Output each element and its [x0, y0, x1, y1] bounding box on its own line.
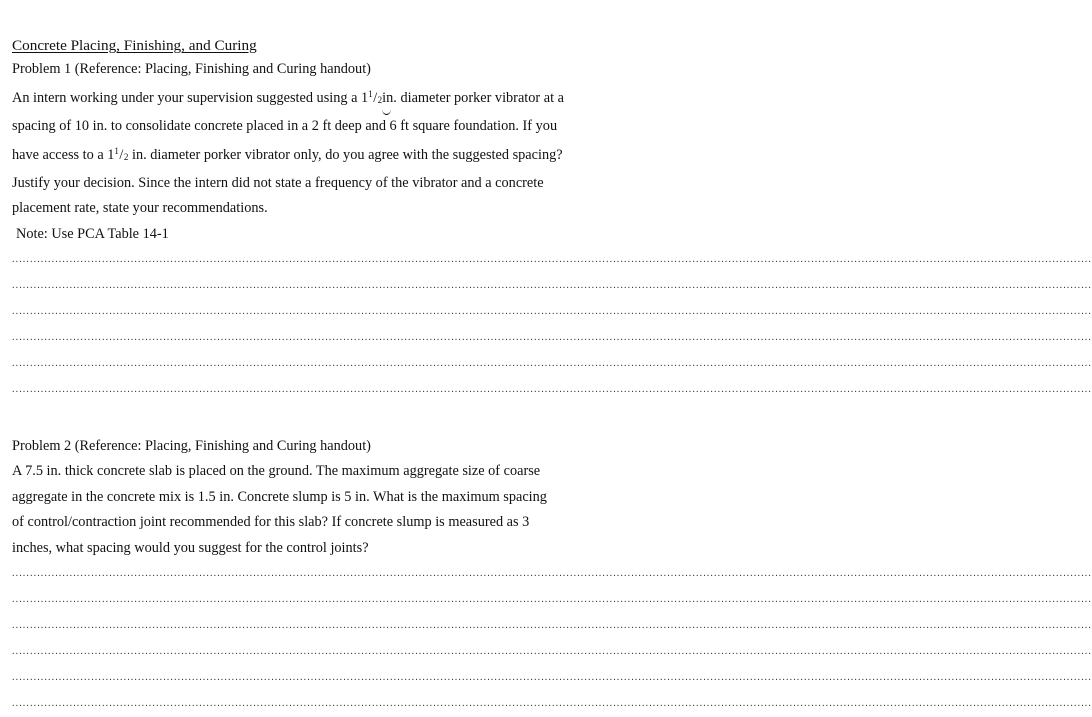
- fraction-one-half: [368, 90, 382, 106]
- answer-line: ............................................................................................................................................................................................................................................................................................................: [12, 384, 1092, 395]
- problem-1-line-4: Justify your decision. Since the intern did not state a frequency of the vibrator and a concrete: [12, 174, 544, 191]
- answer-line: ............................................................................................................................................................................................................................................................................................................: [12, 646, 1092, 657]
- fraction-denominator: 2: [377, 95, 383, 105]
- line-text: An intern working under your supervision suggested using a 1: [12, 90, 369, 106]
- problem-2-line-1: A 7.5 in. thick concrete slab is placed on the ground. The maximum aggregate size of coarse: [12, 463, 541, 479]
- problem-2: [12, 433, 1092, 717]
- problem-1-line-3: [12, 139, 588, 171]
- answer-area-1[interactable]: [12, 247, 1092, 403]
- answer-line: ............................................................................................................................................................................................................................................................................................................: [12, 672, 1092, 683]
- fraction-numerator: 1: [114, 146, 119, 156]
- answer-line: ............................................................................................................................................................................................................................................................................................................: [12, 332, 1092, 343]
- fraction-slash: /: [373, 90, 378, 106]
- answer-line: ............................................................................................................................................................................................................................................................................................................: [12, 254, 1092, 265]
- fraction-slash: /: [119, 147, 124, 163]
- fraction-one-half: [114, 147, 128, 163]
- problem-1: [12, 56, 1092, 403]
- problem-1-line-1: [12, 82, 588, 114]
- answer-line: ............................................................................................................................................................................................................................................................................................................: [12, 698, 1092, 709]
- document-page: [12, 36, 1092, 717]
- problem-1-line-5: placement rate, state your recommendations.: [12, 200, 268, 216]
- answer-line: ............................................................................................................................................................................................................................................................................................................: [12, 280, 1092, 291]
- answer-area-2[interactable]: [12, 561, 1092, 717]
- answer-line: ............................................................................................................................................................................................................................................................................................................: [12, 568, 1092, 579]
- problem-2-line-3: of control/contraction joint recommended for this slab? If concrete slump is measured as 3: [12, 514, 530, 530]
- problem-1-heading: Problem 1 (Reference: Placing, Finishing and Curing handout): [12, 61, 371, 77]
- line-text: . diameter porker vibrator at a: [393, 90, 564, 106]
- document-title: Concrete Placing, Finishing, and Curing: [12, 37, 257, 54]
- answer-line: ............................................................................................................................................................................................................................................................................................................: [12, 620, 1092, 631]
- answer-line: ............................................................................................................................................................................................................................................................................................................: [12, 306, 1092, 317]
- fraction-denominator: 2: [123, 152, 129, 162]
- handwritten-underline-mark: in: [382, 86, 393, 112]
- problem-2-heading: Problem 2 (Reference: Placing, Finishing and Curing handout): [12, 438, 371, 454]
- line-text: have access to a 1: [12, 147, 115, 163]
- answer-line: ............................................................................................................................................................................................................................................................................................................: [12, 358, 1092, 369]
- problem-2-line-2: aggregate in the concrete mix is 1.5 in. Concrete slump is 5 in. What is the maximum spacing: [12, 488, 547, 505]
- answer-line: ............................................................................................................................................................................................................................................................................................................: [12, 594, 1092, 605]
- problem-1-note: Note: Use PCA Table 14-1: [16, 225, 169, 242]
- fraction-numerator: 1: [368, 89, 373, 99]
- problem-2-line-4: inches, what spacing would you suggest for the control joints?: [12, 539, 369, 556]
- line-text: in. diameter porker vibrator only, do you agree with the suggested spacing?: [128, 147, 563, 163]
- problem-1-line-2: spacing of 10 in. to consolidate concrete placed in a 2 ft deep and 6 ft square foundation. If you: [12, 117, 558, 134]
- section-gap: [12, 403, 588, 433]
